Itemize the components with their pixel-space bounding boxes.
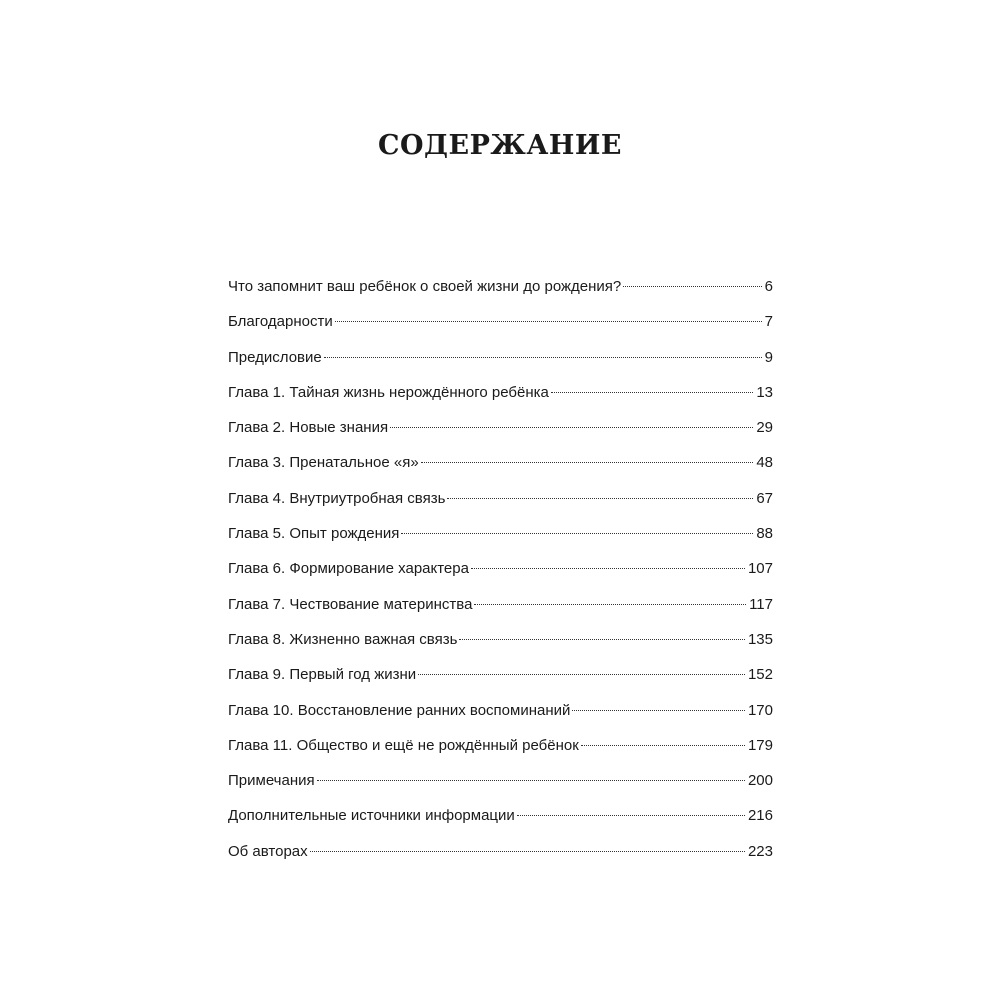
toc-entry[interactable] [228,700,773,735]
dot-leader [418,674,745,675]
dot-leader [421,462,754,463]
dot-leader [623,286,761,287]
toc-entry[interactable] [228,311,773,346]
toc-entry[interactable] [228,558,773,593]
toc-page-number: 135 [747,630,773,648]
toc-entry[interactable] [228,276,773,311]
toc-entry-label: Дополнительные источники информации [228,807,515,825]
toc-entry-label: Глава 4. Внутриутробная связь [228,489,446,507]
toc-page-number: 7 [764,313,773,331]
dot-leader [572,710,745,711]
toc-entry-label: Глава 11. Общество и ещё не рождённый ребёнок [228,736,579,754]
toc-entry-label: Глава 6. Формирование характера [228,560,469,578]
dot-leader [401,533,753,534]
toc-entry-label: Глава 2. Новые знания [228,419,389,437]
dot-leader [517,815,745,816]
toc-page-number: 152 [747,666,773,684]
toc-entry[interactable] [228,805,773,840]
dot-leader [324,357,762,358]
toc-entry[interactable] [228,488,773,523]
toc-entry-label: Глава 10. Восстановление ранних воспоминаний [228,701,571,719]
toc-page-number: 88 [756,525,773,543]
toc-entry-label: Об авторах [228,842,308,860]
toc-page-number: 48 [756,454,773,472]
dot-leader [474,604,746,605]
toc-page-number: 216 [747,807,773,825]
toc-entry-label: Глава 3. Пренатальное «я» [228,454,419,472]
toc-page-number: 107 [747,560,773,578]
dot-leader [551,392,753,393]
toc-entry[interactable] [228,347,773,382]
toc-entry[interactable] [228,382,773,417]
dot-leader [317,780,745,781]
toc-entry[interactable] [228,770,773,805]
toc-page-number: 170 [747,701,773,719]
page-title: СОДЕРЖАНИЕ [378,130,622,162]
dot-leader [459,639,745,640]
toc-entry[interactable] [228,841,773,876]
toc-entry[interactable] [228,664,773,699]
toc-entry-label: Предисловие [228,348,322,366]
toc-entry-label: Глава 9. Первый год жизни [228,666,417,684]
toc-entry[interactable] [228,452,773,487]
toc-entry[interactable] [228,523,773,558]
toc-page-number: 200 [747,772,773,790]
table-of-contents [228,276,773,876]
dot-leader [471,568,745,569]
dot-leader [390,427,753,428]
toc-page-number: 29 [756,419,773,437]
toc-page-number: 13 [756,383,773,401]
toc-entry-label: Глава 8. Жизненно важная связь [228,630,458,648]
toc-page-number: 9 [764,348,773,366]
toc-entry[interactable] [228,735,773,770]
toc-entry-label: Глава 1. Тайная жизнь нерождённого ребёнка [228,383,549,401]
toc-page-number: 67 [756,489,773,507]
toc-entry[interactable] [228,594,773,629]
toc-entry[interactable] [228,417,773,452]
toc-entry-label: Благодарности [228,313,333,331]
toc-entry-label: Глава 5. Опыт рождения [228,525,400,543]
dot-leader [447,498,753,499]
toc-entry-label: Примечания [228,772,315,790]
dot-leader [310,851,745,852]
dot-leader [335,321,762,322]
toc-page-number: 179 [747,736,773,754]
toc-page-number: 6 [764,278,773,295]
toc-entry[interactable] [228,629,773,664]
toc-page-number: 117 [749,595,773,613]
toc-entry-label: Что запомнит ваш ребёнок о своей жизни до рождения? [228,278,622,295]
dot-leader [581,745,745,746]
toc-entry-label: Глава 7. Чествование материнства [228,595,473,613]
toc-page-number: 223 [747,842,773,860]
